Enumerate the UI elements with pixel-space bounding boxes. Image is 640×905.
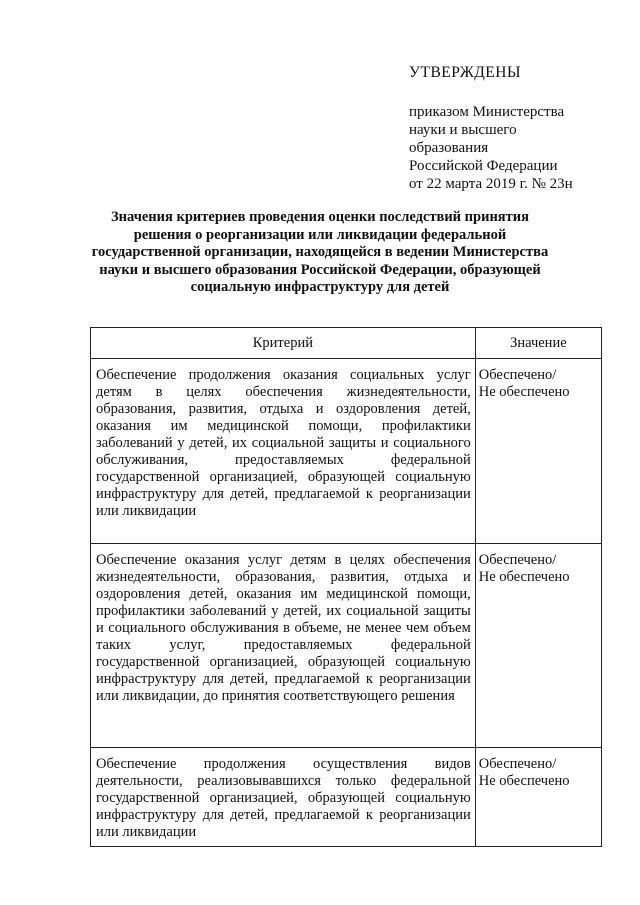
table-row bbox=[91, 748, 602, 847]
table-row bbox=[91, 359, 602, 544]
value-option: Не обеспечено bbox=[478, 569, 570, 585]
approval-line: приказом Министерства bbox=[409, 104, 565, 120]
title-line: социальную инфраструктуру для детей bbox=[190, 279, 450, 295]
value-cell bbox=[475, 544, 601, 748]
criterion-cell: Обеспечение оказания услуг детям в целях обеспечения жизнедеятельности, образования, развития, отдыха и оздоровления детей, оказания им медицинской помощи, профилактики заболеваний у детей, их социальной защиты и социального обслуживания в объеме, не менее чем объем таких услуг, предоставляемых федеральной государственной организацией, образующей социальную инфраструктуру для детей, предлагаемой к реорганизации или ликвидации, до принятия соответствующего решения bbox=[91, 544, 476, 748]
approval-block bbox=[409, 64, 619, 193]
title-line: Значения критериев проведения оценки последствий принятия bbox=[111, 209, 529, 225]
table-row bbox=[91, 544, 602, 748]
value-option: Обеспечено/ bbox=[478, 756, 557, 772]
approval-line: науки и высшего bbox=[409, 122, 517, 138]
value-option: Обеспечено/ bbox=[478, 367, 557, 383]
criterion-cell: Обеспечение продолжения осуществления видов деятельности, реализовывавшихся только федеральной государственной организацией, образующей социальную инфраструктуру для детей, предлагаемой к реорганизации или ликвидации bbox=[91, 748, 476, 847]
value-cell bbox=[475, 748, 601, 847]
value-header: Значение bbox=[475, 328, 601, 359]
value-cell bbox=[475, 359, 601, 544]
value-option: Не обеспечено bbox=[478, 773, 570, 789]
criterion-cell: Обеспечение продолжения оказания социальных услуг детям в целях обеспечения жизнедеятельности, образования, развития, отдыха и оздоровления детей, оказания им медицинской помощи, профилактики заболеваний у детей, их социальной защиты и социального обслуживания, предоставляемых федеральной государственной организацией, образующей социальную инфраструктуру для детей, предлагаемой к реорганизации или ликвидации bbox=[91, 359, 476, 544]
criteria-table bbox=[90, 327, 602, 847]
document-title bbox=[90, 209, 550, 297]
approval-line: Российской Федерации bbox=[409, 158, 558, 174]
approval-heading: УТВЕРЖДЕНЫ bbox=[409, 64, 521, 81]
value-option: Не обеспечено bbox=[478, 384, 570, 400]
title-line: государственной организации, находящейся в ведении Министерства bbox=[91, 244, 549, 260]
approval-line: образования bbox=[409, 140, 489, 156]
title-line: решения о реорганизации или ликвидации федеральной bbox=[133, 226, 507, 243]
approval-line: от 22 марта 2019 г. № 23н bbox=[409, 176, 573, 192]
table-header-row bbox=[91, 328, 602, 359]
criterion-header: Критерий bbox=[91, 328, 476, 359]
title-line: науки и высшего образования Российской Федерации, образующей bbox=[99, 261, 541, 278]
value-option: Обеспечено/ bbox=[478, 552, 557, 568]
